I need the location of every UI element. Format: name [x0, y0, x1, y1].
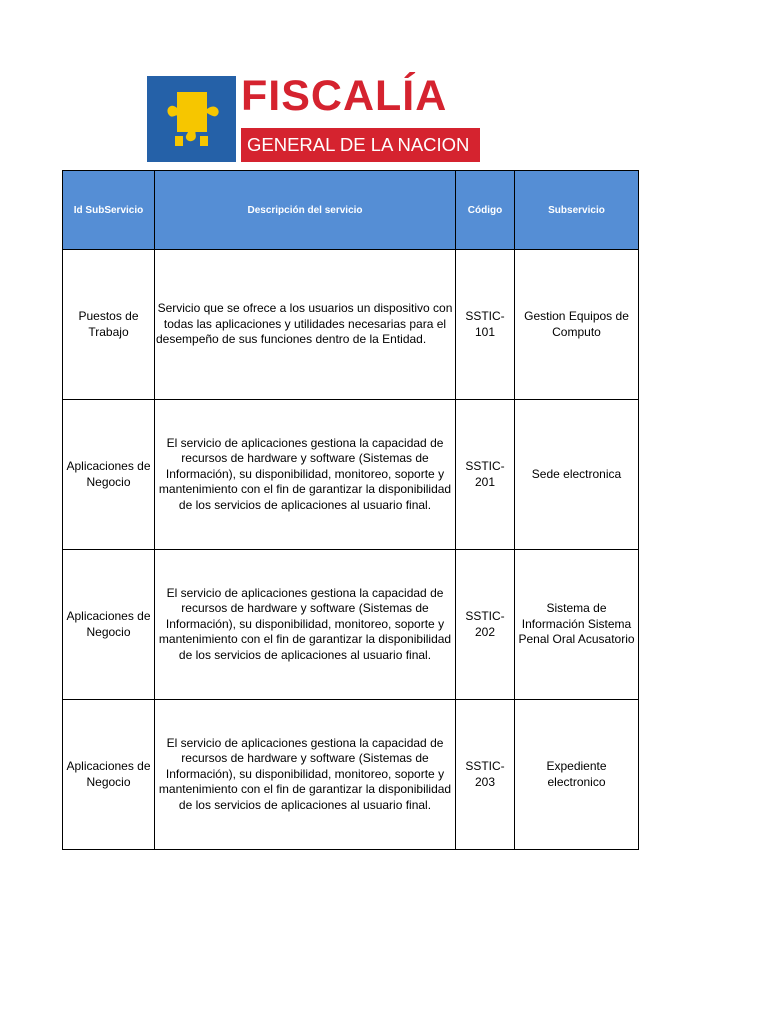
cell-subservice: Sede electronica [515, 400, 639, 550]
cell-subservice: Sistema de Información Sistema Penal Oral Acusatorio [515, 550, 639, 700]
column-header-subservice: Subservicio [515, 171, 639, 250]
cell-subservice: Gestion Equipos de Computo [515, 250, 639, 400]
cell-code: SSTIC-203 [456, 700, 515, 850]
logo-subtitle: GENERAL DE LA NACION [241, 128, 480, 162]
cell-description: El servicio de aplicaciones gestiona la capacidad de recursos de hardware y software (Sistemas de Información), su disponibilidad, monitoreo, soporte y mantenimiento con el fin de garantizar la disponibilidad de los servicios de aplicaciones al usuario final. [155, 550, 456, 700]
column-header-code: Código [456, 171, 515, 250]
cell-description: El servicio de aplicaciones gestiona la capacidad de recursos de hardware y software (Sistemas de Información), su disponibilidad, monitoreo, soporte y mantenimiento con el fin de garantizar la disponibilidad de los servicios de aplicaciones al usuario final. [155, 700, 456, 850]
cell-code: SSTIC-202 [456, 550, 515, 700]
cell-description: Servicio que se ofrece a los usuarios un dispositivo con todas las aplicaciones y utilidades necesarias para el desempeño de sus funciones dentro de la Entidad. [155, 250, 456, 400]
puzzle-emblem-icon [147, 76, 236, 162]
table-row [63, 700, 639, 850]
cell-code: SSTIC-101 [456, 250, 515, 400]
column-header-id: Id SubServicio [63, 171, 155, 250]
column-header-description: Descripción del servicio [155, 171, 456, 250]
cell-id: Aplicaciones de Negocio [63, 700, 155, 850]
table-row [63, 400, 639, 550]
cell-subservice: Expediente electronico [515, 700, 639, 850]
table-header-row [63, 171, 639, 250]
table-row [63, 550, 639, 700]
cell-id: Puestos de Trabajo [63, 250, 155, 400]
services-table [62, 170, 639, 850]
logo-title: FISCALÍA [241, 72, 448, 120]
table-row [63, 250, 639, 400]
cell-description: El servicio de aplicaciones gestiona la capacidad de recursos de hardware y software (Sistemas de Información), su disponibilidad, monitoreo, soporte y mantenimiento con el fin de garantizar la disponibilidad de los servicios de aplicaciones al usuario final. [155, 400, 456, 550]
cell-id: Aplicaciones de Negocio [63, 400, 155, 550]
fiscalia-logo [147, 72, 480, 162]
cell-code: SSTIC-201 [456, 400, 515, 550]
cell-id: Aplicaciones de Negocio [63, 550, 155, 700]
